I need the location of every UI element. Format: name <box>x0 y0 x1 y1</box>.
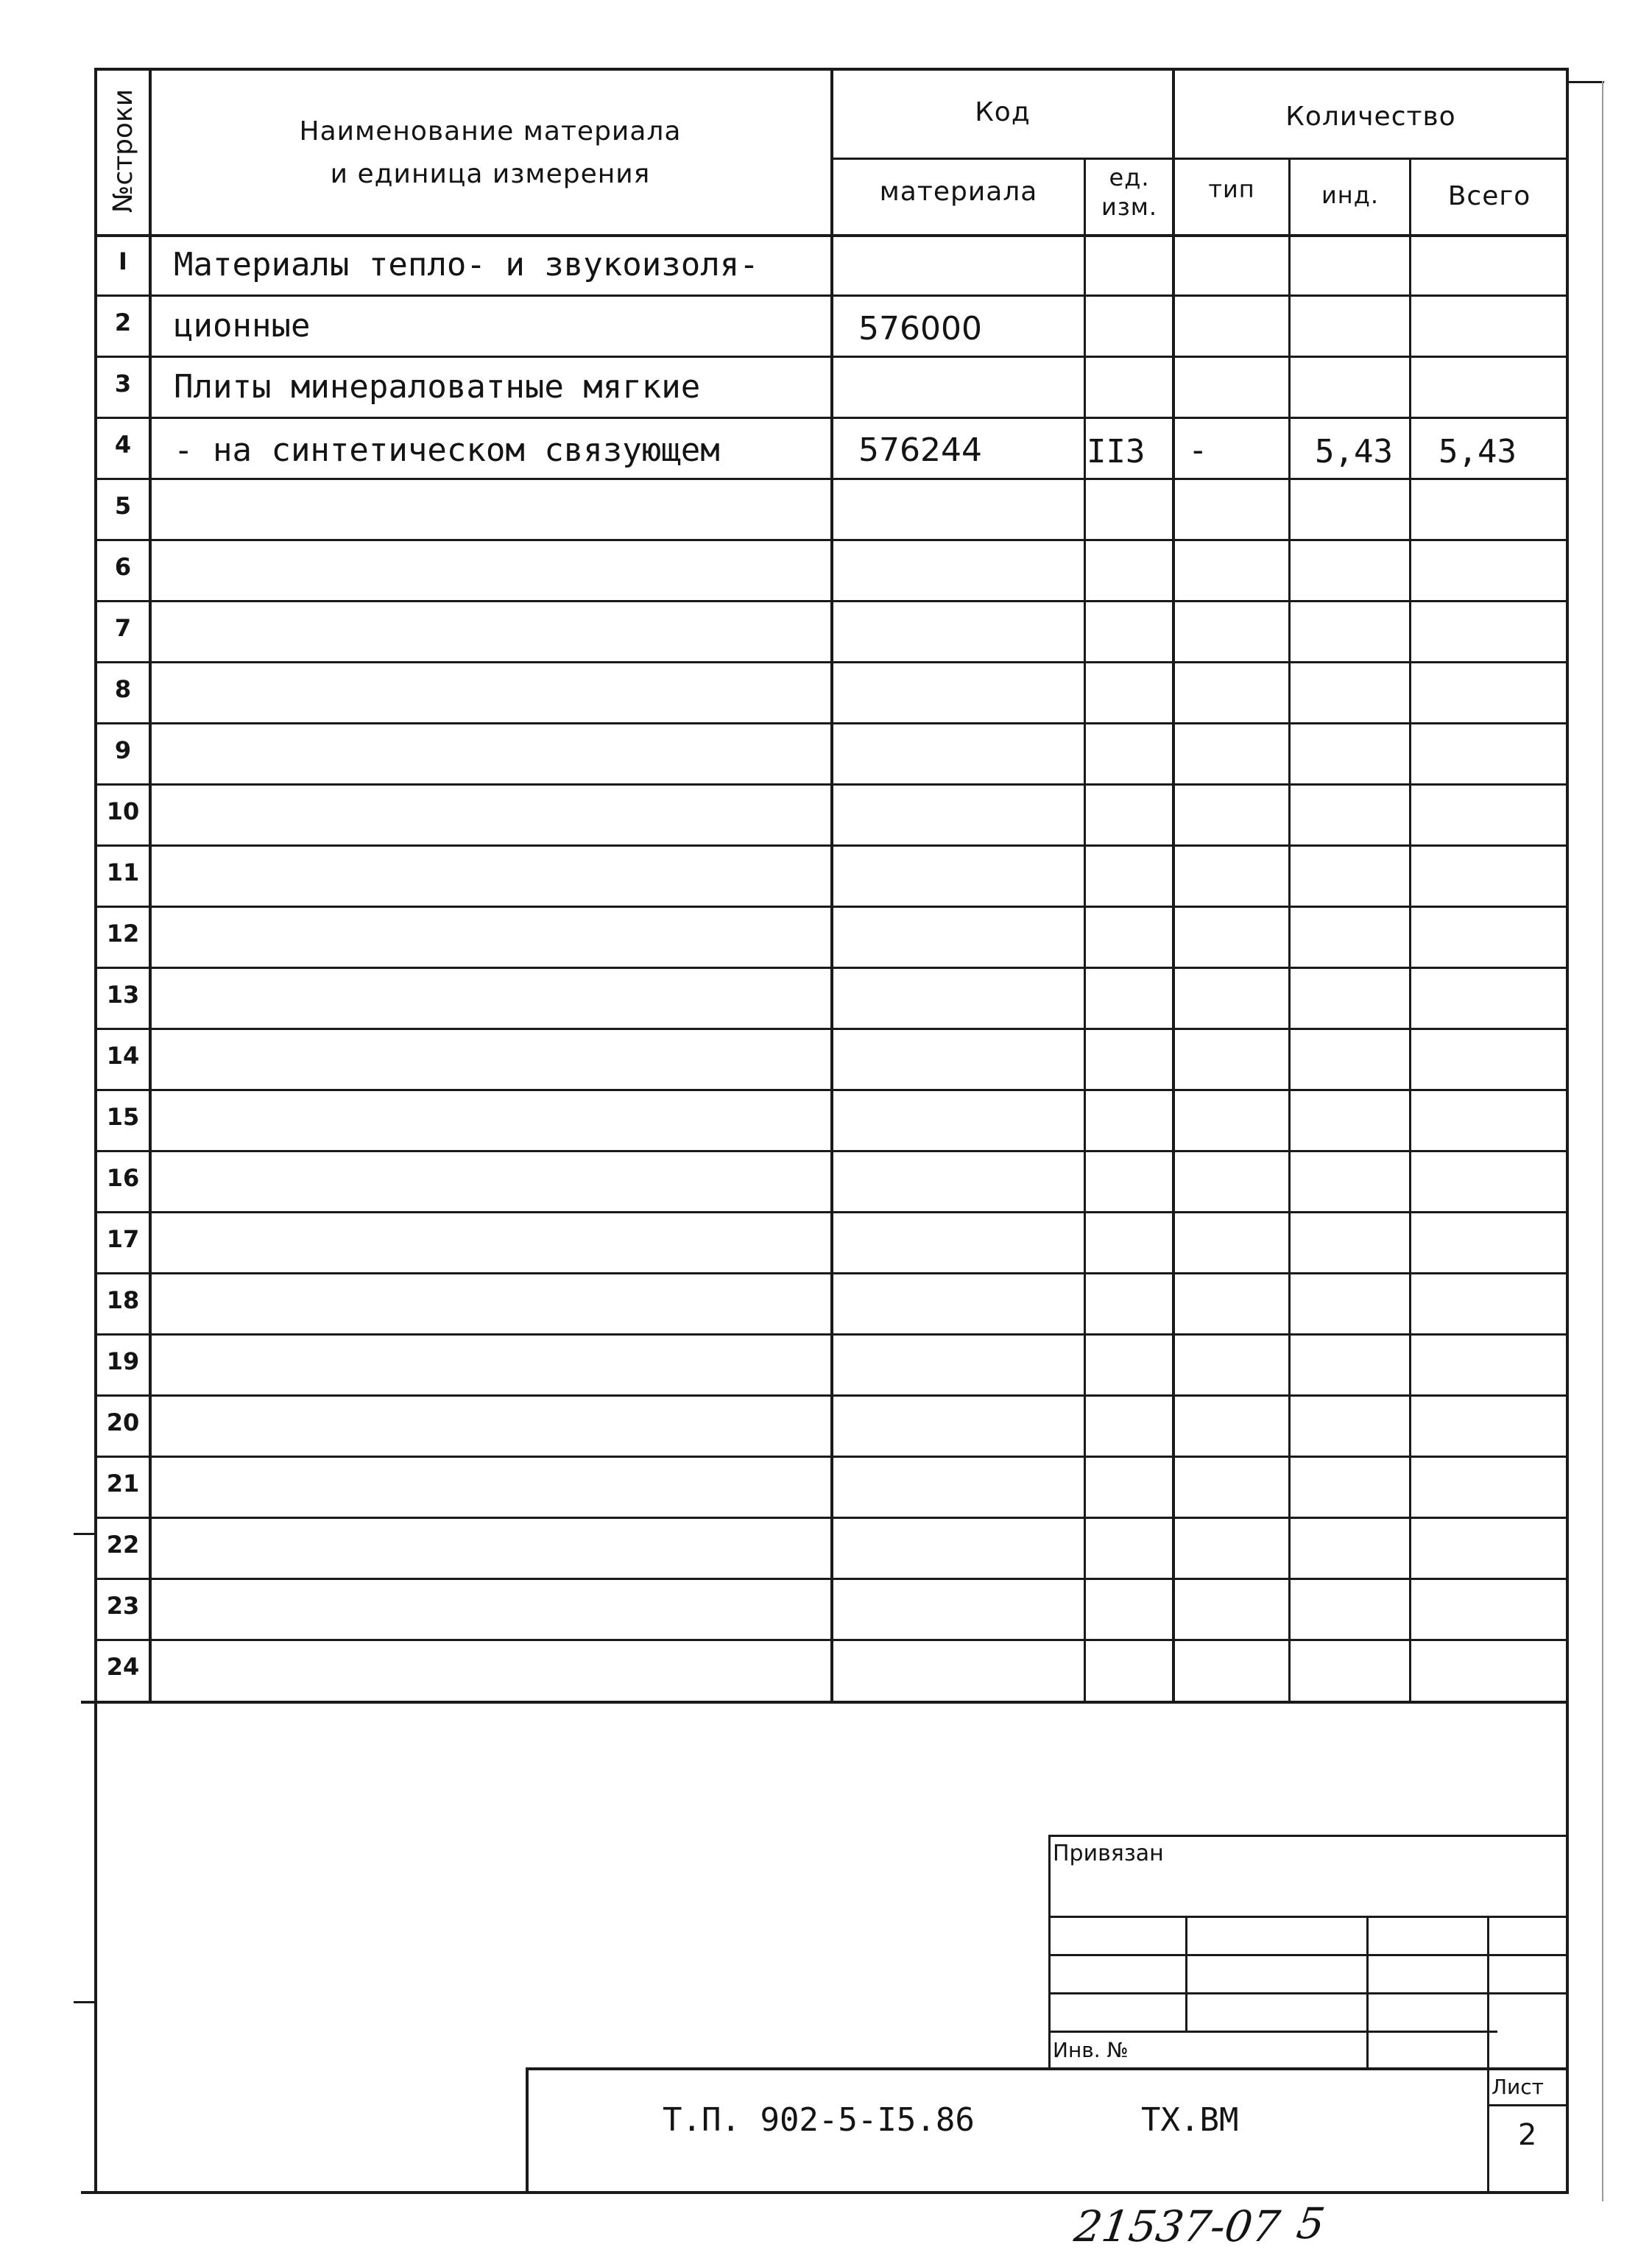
table-row-type: - <box>1188 431 1208 469</box>
row-line <box>94 417 1569 419</box>
row-number: 11 <box>106 858 140 886</box>
handwritten-page-number: 5 <box>1293 2198 1328 2248</box>
row-number: 22 <box>106 1531 140 1559</box>
row-line <box>94 967 1569 969</box>
row-line <box>94 1456 1569 1458</box>
row-number: 24 <box>106 1653 140 1681</box>
row-number: 9 <box>114 736 132 764</box>
header-bottom-line <box>94 234 1569 237</box>
code-unit-header-line1: ед. <box>1109 163 1150 191</box>
row-number: 3 <box>114 370 132 398</box>
stamp-grid-col <box>1185 1916 1187 2031</box>
row-line <box>94 1639 1569 1641</box>
row-line <box>94 294 1569 297</box>
stamp-sheet-col <box>1487 2067 1489 2194</box>
stamp-grid-col <box>1366 1916 1369 2069</box>
stamp-bound-label: Привязан <box>1053 1841 1164 1866</box>
row-number: 23 <box>106 1592 140 1620</box>
table-row-total: 5,43 <box>1439 433 1517 470</box>
row-number: 8 <box>114 675 132 703</box>
qty-group-header: Количество <box>1285 102 1456 132</box>
qty-ind-header: инд. <box>1321 181 1379 209</box>
code-group-header: Код <box>975 97 1031 127</box>
row-line <box>94 1211 1569 1213</box>
row-number: 7 <box>114 614 132 642</box>
name-header-line2: и единица измерения <box>330 159 651 189</box>
stamp-grid-line <box>1048 1916 1568 1918</box>
stamp-doc-code: Т.П. 902-5-I5.86 <box>663 2101 975 2139</box>
stamp-main-top <box>526 2067 1569 2070</box>
stamp-grid-col <box>1487 1916 1489 2069</box>
name-header-line1: Наименование материала <box>299 116 682 147</box>
stamp-grid-line <box>1048 1954 1568 1956</box>
table-row-name: Материалы тепло- и звукоизоля- <box>174 246 759 283</box>
row-line <box>94 661 1569 663</box>
margin-tick <box>74 1533 96 1535</box>
qty-type-header: тип <box>1208 175 1255 203</box>
row-line <box>94 356 1569 358</box>
handwritten-note: 21537-07 <box>1071 2201 1283 2251</box>
row-number: 5 <box>114 492 132 520</box>
row-line <box>94 600 1569 602</box>
row-line <box>94 1089 1569 1091</box>
row-number: 20 <box>106 1408 140 1436</box>
row-line <box>94 478 1569 480</box>
row-line <box>94 906 1569 908</box>
stamp-sheet-number: 2 <box>1518 2118 1537 2152</box>
row-number: 13 <box>106 981 140 1009</box>
stamp-grid-line <box>1048 1992 1568 1994</box>
row-line <box>94 1517 1569 1519</box>
row-line <box>94 1394 1569 1397</box>
row-line <box>94 1028 1569 1030</box>
row-number: 16 <box>106 1164 140 1192</box>
header-split-line <box>830 158 1567 160</box>
table-row-name: - на синтетическом связующем <box>174 431 720 469</box>
row-number: I <box>119 247 127 275</box>
stamp-doc-mark: ТХ.ВМ <box>1141 2101 1239 2139</box>
table-row-name: Плиты минераловатные мягкие <box>174 368 701 406</box>
stamp-sheet-split <box>1487 2104 1568 2106</box>
table-row-unit: II3 <box>1087 433 1146 470</box>
row-line <box>94 783 1569 786</box>
row-number: 2 <box>114 308 132 336</box>
table-row-code: 576244 <box>858 431 982 469</box>
code-unit-header-line2: изм. <box>1101 193 1158 221</box>
stamp-main-left <box>526 2067 529 2194</box>
row-number-header: №строки <box>108 88 138 214</box>
stamp-inv-label: Инв. № <box>1053 2038 1129 2062</box>
margin-tick <box>74 2001 96 2003</box>
row-line <box>94 1578 1569 1580</box>
table-row-code: 576000 <box>858 310 982 348</box>
row-line <box>94 1150 1569 1152</box>
row-line <box>94 722 1569 724</box>
row-number: 17 <box>106 1225 140 1253</box>
row-number: 12 <box>106 920 140 948</box>
table-row-ind: 5,43 <box>1315 433 1393 470</box>
frame-bottom-border <box>81 2191 1569 2194</box>
frame-right-border <box>1566 68 1569 2194</box>
row-number: 14 <box>106 1042 140 1070</box>
row-number: 15 <box>106 1103 140 1131</box>
row-line <box>94 539 1569 541</box>
row-number: 6 <box>114 553 132 581</box>
table-bottom-line <box>81 1701 1569 1704</box>
row-line <box>94 844 1569 847</box>
frame-top-extension <box>1566 81 1604 83</box>
binding-edge-line <box>1602 81 1603 2201</box>
row-number: 10 <box>106 797 140 825</box>
stamp-bound-left <box>1048 1835 1051 2069</box>
qty-total-header: Всего <box>1447 181 1531 211</box>
row-number: 4 <box>114 431 132 459</box>
row-number: 18 <box>106 1286 140 1314</box>
code-material-header: материала <box>879 177 1038 207</box>
stamp-sheet-label: Лист <box>1492 2075 1544 2099</box>
row-line <box>94 1333 1569 1336</box>
col-line-ind <box>1409 159 1411 1702</box>
table-row-name: ционные <box>174 307 311 345</box>
row-number: 19 <box>106 1347 140 1375</box>
col-line-type <box>1288 159 1291 1702</box>
stamp-grid-line <box>1048 2031 1497 2033</box>
stamp-bound-top <box>1048 1835 1568 1837</box>
row-line <box>94 1272 1569 1274</box>
col-line-material <box>1084 159 1086 1702</box>
row-number: 21 <box>106 1470 140 1498</box>
